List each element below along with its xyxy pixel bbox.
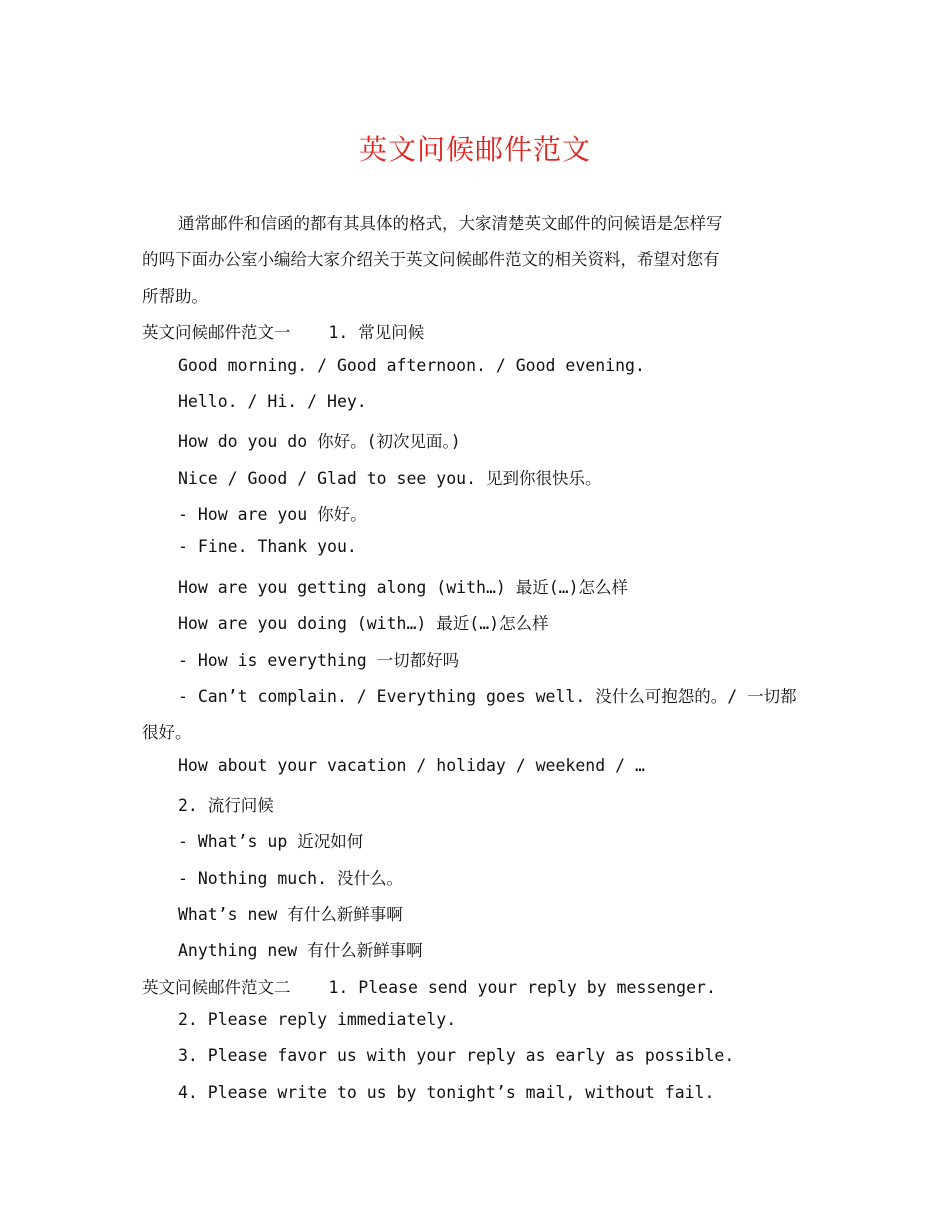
body-line: 4. Please write to us by tonight’s mail, without fail.: [178, 1083, 715, 1102]
body-line: Hello. / Hi. / Hey.: [178, 392, 367, 411]
body-line: - How is everything 一切都好吗: [178, 651, 460, 670]
body-line: Nice / Good / Glad to see you. 见到你很快乐。: [178, 469, 602, 488]
body-line: 1. Please send your reply by messenger.: [328, 978, 716, 997]
body-line: - How are you 你好。: [178, 505, 367, 524]
body-line: - Fine. Thank you.: [178, 537, 357, 556]
body-line: 2. Please reply immediately.: [178, 1010, 457, 1029]
intro-line: 所帮助。: [142, 287, 208, 306]
body-line: 2. 流行问候: [178, 796, 274, 815]
body-line: How about your vacation / holiday / weekend / …: [178, 756, 645, 775]
body-line: What’s new 有什么新鲜事啊: [178, 905, 403, 924]
section-heading-2: [142, 974, 716, 998]
section-subheading: 1. 常见问候: [328, 323, 425, 342]
body-line: Anything new 有什么新鲜事啊: [178, 941, 423, 960]
body-line: How are you getting along (with…) 最近(…)怎么样: [178, 578, 629, 597]
body-line: How are you doing (with…) 最近(…)怎么样: [178, 614, 549, 633]
intro-line: 通常邮件和信函的都有其具体的格式，大家清楚英文邮件的问候语是怎样写: [178, 214, 723, 233]
body-line: How do you do 你好。(初次见面。): [178, 432, 461, 451]
body-line: - Can’t complain. / Everything goes well. 没什么可抱怨的。/ 一切都: [178, 687, 797, 706]
section-title: 英文问候邮件范文一: [142, 323, 291, 342]
body-line: 很好。: [142, 723, 192, 742]
section-title: 英文问候邮件范文二: [142, 978, 291, 997]
body-line: Good morning. / Good afternoon. / Good evening.: [178, 356, 645, 375]
intro-line: 的吗下面办公室小编给大家介绍关于英文问候邮件范文的相关资料，希望对您有: [142, 250, 720, 269]
body-line: - Nothing much. 没什么。: [178, 869, 403, 888]
body-line: 3. Please favor us with your reply as early as possible.: [178, 1046, 735, 1065]
section-heading-1: [142, 319, 424, 343]
page-title: 英文问候邮件范文: [358, 133, 591, 166]
body-line: - What’s up 近况如何: [178, 832, 364, 851]
